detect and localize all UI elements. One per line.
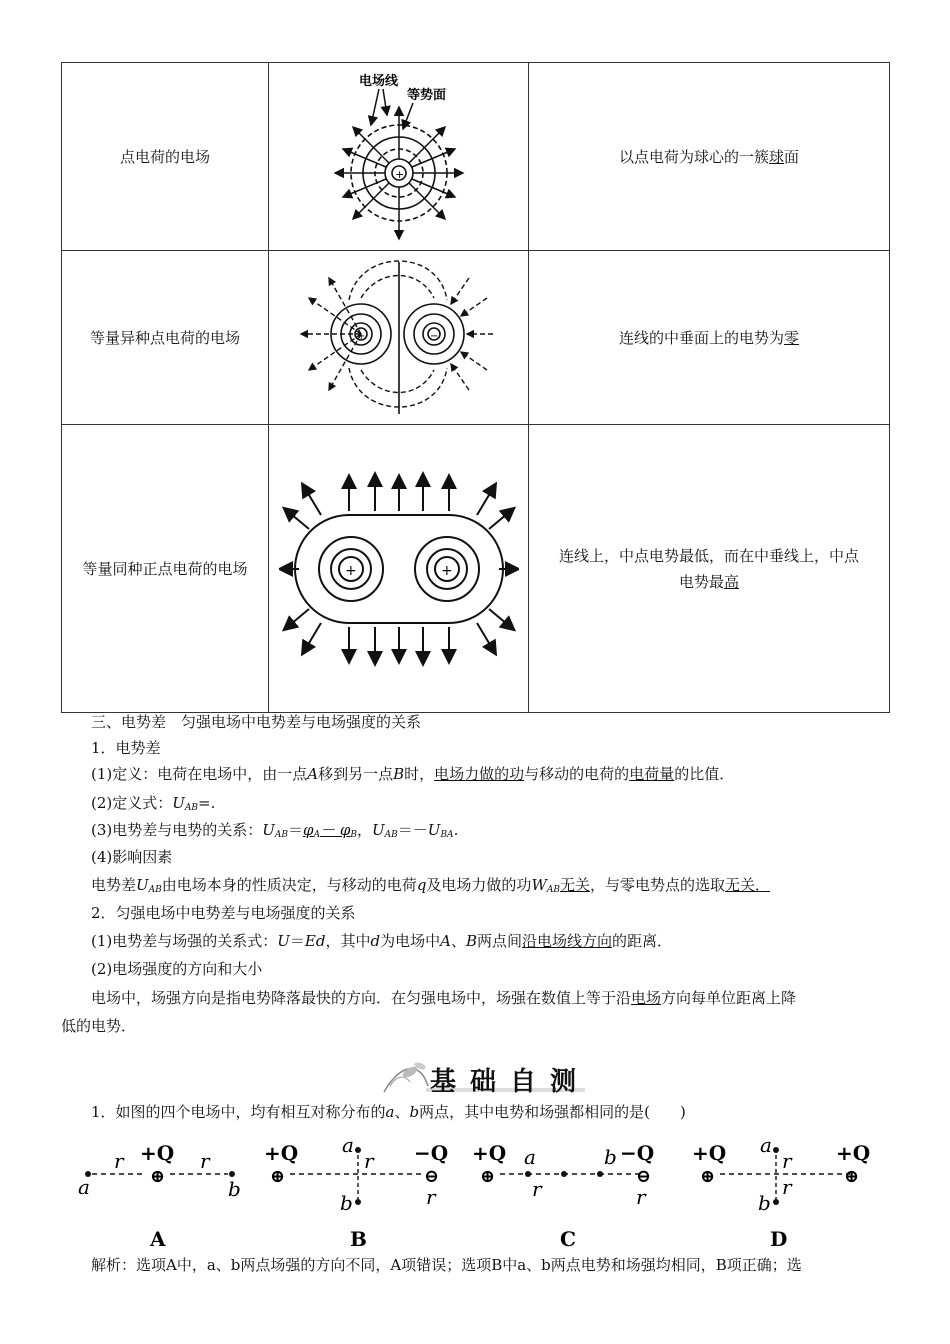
svg-text:⊕: ⊕ — [700, 1166, 716, 1187]
svg-text:r: r — [200, 1149, 210, 1173]
field-name: 等量同种正点电荷的电场 — [62, 425, 269, 713]
svg-text:B: B — [350, 1227, 367, 1250]
banner-title: 基础自测 — [430, 1067, 591, 1097]
svg-text:+Q: +Q — [836, 1141, 871, 1165]
svg-text:⊕: ⊕ — [480, 1166, 496, 1187]
subsection-title: 2．匀强电场中电势差与电场强度的关系 — [91, 904, 356, 922]
question-line: 1．如图的四个电场中，均有相互对称分布的a、b两点，其中电势和场强都相同的是( ) — [91, 1103, 686, 1121]
relation2-line: (1)电势差与场强的关系式：U＝Ed，其中d为电场中A、B两点间沿电场线方向的距离． — [91, 932, 673, 950]
svg-text:r: r — [114, 1149, 124, 1173]
factors-line: 电势差$U_{AB}$由电场本身的性质决定，与移动的电荷q及电场力做的功$W_{AB}$无关，与零电势点的选取无关． — [91, 876, 771, 895]
direction-para-1: 电场中，场强方向是指电势降落最快的方向．在匀强电场中，场强在数值上等于沿电场方向每单位距离上降 — [91, 989, 797, 1007]
section-title: 三、电势差 匀强电场中电势差与电场强度的关系 — [91, 713, 422, 731]
svg-text:+Q: +Q — [472, 1141, 507, 1165]
svg-text:+: + — [344, 562, 357, 579]
field-description: 连线的中垂面上的电势为零 — [529, 251, 890, 425]
subsection-title: 1．电势差 — [91, 739, 161, 757]
option-b-figure — [264, 1133, 448, 1250]
svg-text:b: b — [228, 1177, 241, 1201]
answer-line: 解析：选项A中，a、b两点场强的方向不同，A项错误；选项B中a、b两点电势和场强均相同，B项正确；选 — [91, 1256, 802, 1274]
table-row — [62, 425, 890, 713]
svg-text:⊕: ⊕ — [844, 1166, 860, 1187]
field-description: 连线上，中点电势最低，而在中垂线上，中点 电势最高 — [529, 425, 890, 713]
svg-text:r: r — [782, 1149, 792, 1173]
direction-para-2: 低的电势． — [61, 1017, 137, 1035]
svg-text:r: r — [532, 1177, 542, 1201]
relation-line: (3)电势差与电势的关系：$U_{AB}=\varphi_A- \varphi_B$，$U_{AB}=-U_{BA}$. — [91, 821, 459, 840]
field-line-label: 电场线 — [358, 73, 398, 89]
svg-text:⊕: ⊕ — [270, 1166, 286, 1187]
dipole-field-figure — [289, 258, 509, 418]
svg-text:b: b — [758, 1191, 771, 1215]
svg-text:r: r — [426, 1185, 436, 1209]
svg-text:A: A — [150, 1227, 166, 1250]
svg-text:r: r — [364, 1149, 374, 1173]
svg-text:−Q: −Q — [414, 1141, 449, 1165]
option-a-figure — [78, 1141, 241, 1250]
table-row — [62, 251, 890, 425]
like-charges-diagram — [269, 425, 529, 713]
svg-text:r: r — [782, 1175, 792, 1199]
direction-title: (2)电场强度的方向和大小 — [91, 960, 263, 978]
svg-text:⊕: ⊕ — [150, 1166, 166, 1187]
svg-text:+: + — [394, 167, 404, 181]
svg-text:a: a — [524, 1145, 536, 1169]
factors-title: (4)影响因素 — [91, 848, 173, 866]
opposite-charges-diagram — [269, 251, 529, 425]
svg-text:−Q: −Q — [620, 1141, 655, 1165]
svg-text:⊖: ⊖ — [636, 1166, 652, 1187]
field-table — [61, 62, 890, 713]
svg-text:a: a — [760, 1133, 772, 1157]
definition-line: (1)定义：电荷在电场中，由一点A移到另一点B时，电场力做的功与移动的电荷的电荷量的比值． — [91, 765, 735, 783]
svg-text:+: + — [356, 330, 365, 342]
field-name: 等量异种点电荷的电场 — [62, 251, 269, 425]
svg-text:a: a — [78, 1175, 90, 1199]
point-charge-diagram — [269, 63, 529, 251]
svg-text:⊖: ⊖ — [424, 1166, 440, 1187]
svg-text:+Q: +Q — [692, 1141, 727, 1165]
svg-text:C: C — [560, 1227, 576, 1250]
svg-text:b: b — [340, 1191, 353, 1215]
equipotential-label: 等势面 — [406, 87, 446, 103]
field-name: 点电荷的电场 — [62, 63, 269, 251]
question-figure — [70, 1130, 890, 1250]
svg-text:+Q: +Q — [140, 1141, 175, 1165]
formula-line: (2)定义式：$U_{AB}=$. — [91, 794, 216, 813]
option-c-figure — [472, 1141, 654, 1250]
svg-text:+: + — [440, 562, 453, 579]
svg-text:+Q: +Q — [264, 1141, 299, 1165]
like-charges-field-figure — [279, 469, 519, 669]
svg-text:−: − — [429, 330, 438, 342]
option-d-figure — [692, 1133, 870, 1250]
svg-text:b: b — [604, 1145, 617, 1169]
svg-text:r: r — [636, 1185, 646, 1209]
field-description: 以点电荷为球心的一簇球面 — [529, 63, 890, 251]
table-row — [62, 63, 890, 251]
svg-text:D: D — [770, 1227, 788, 1250]
point-charge-field-figure — [299, 67, 499, 247]
svg-text:a: a — [342, 1133, 354, 1157]
